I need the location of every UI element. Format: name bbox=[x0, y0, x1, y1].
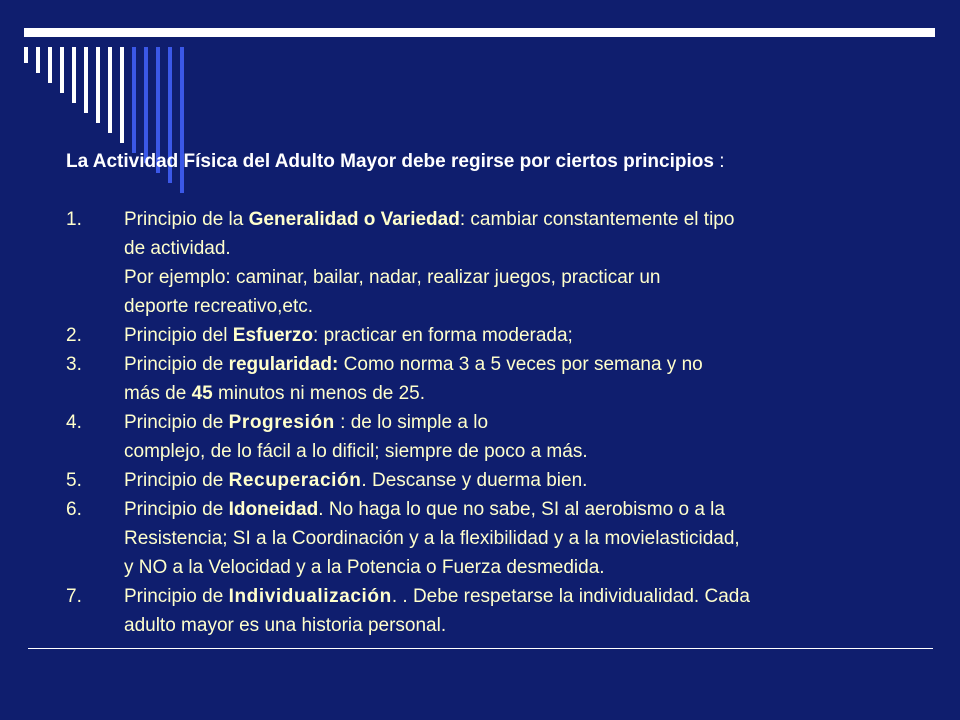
item-line: Por ejemplo: caminar, bailar, nadar, realizar juegos, practicar un bbox=[124, 267, 661, 288]
line-text: . . Debe respetarse la individualidad. Cada bbox=[391, 586, 750, 607]
line-text: . No haga lo que no sabe, SI al aerobismo o a la bbox=[318, 499, 725, 520]
item-line: y NO a la Velocidad y a la Potencia o Fuerza desmedida. bbox=[124, 557, 605, 578]
principle-item-2 bbox=[66, 321, 926, 350]
stripe bbox=[144, 47, 148, 163]
principle-term: Generalidad o Variedad bbox=[248, 209, 460, 230]
principle-term: Progresión bbox=[228, 412, 335, 433]
item-line bbox=[124, 321, 926, 350]
principle-item-1 bbox=[66, 205, 926, 321]
slide-body bbox=[66, 148, 926, 640]
item-line bbox=[124, 408, 926, 437]
stripe bbox=[120, 47, 124, 143]
item-number: 5. bbox=[66, 470, 82, 491]
item-line bbox=[124, 466, 926, 495]
item-number: 7. bbox=[66, 586, 82, 607]
stripe bbox=[108, 47, 112, 133]
item-line bbox=[124, 582, 926, 611]
principle-term: Esfuerzo bbox=[232, 325, 314, 346]
item-line bbox=[124, 350, 926, 379]
item-number: 6. bbox=[66, 499, 82, 520]
principle-term: Recuperación bbox=[228, 470, 362, 491]
item-number: 2. bbox=[66, 325, 82, 346]
line-text: Principio de bbox=[124, 499, 229, 520]
principle-term: regularidad: bbox=[228, 354, 339, 375]
principle-item-3 bbox=[66, 350, 926, 408]
stripe bbox=[24, 47, 28, 63]
item-line bbox=[124, 205, 926, 234]
line-text: Como norma 3 a 5 veces por semana y no bbox=[338, 354, 703, 375]
principle-item-6 bbox=[66, 495, 926, 582]
principle-item-4 bbox=[66, 408, 926, 466]
heading-text: La Actividad Física del Adulto Mayor debe regirse por ciertos principios bbox=[66, 151, 714, 172]
top-decorative-bar bbox=[24, 28, 935, 37]
line-text: más de bbox=[124, 383, 192, 404]
bottom-divider-line bbox=[28, 648, 933, 649]
item-line: de actividad. bbox=[124, 238, 231, 259]
item-line: complejo, de lo fácil a lo dificil; siempre de poco a más. bbox=[124, 441, 588, 462]
line-text: : de lo simple a lo bbox=[334, 412, 489, 433]
line-text: minutos ni menos de 25. bbox=[212, 383, 426, 404]
stripe bbox=[60, 47, 64, 93]
item-line: adulto mayor es una historia personal. bbox=[124, 615, 447, 636]
line-text: : cambiar constantemente el tipo bbox=[459, 209, 735, 230]
heading-separator: : bbox=[719, 151, 725, 172]
slide-heading bbox=[66, 148, 926, 176]
line-text: Principio de bbox=[124, 412, 229, 433]
stripe bbox=[132, 47, 136, 153]
item-line bbox=[124, 495, 926, 524]
item-line: deporte recreativo,etc. bbox=[124, 296, 314, 317]
principle-item-5 bbox=[66, 466, 926, 495]
stripe bbox=[84, 47, 88, 113]
stripe bbox=[36, 47, 40, 73]
stripe bbox=[48, 47, 52, 83]
line-text: Principio del bbox=[124, 325, 233, 346]
item-number: 3. bbox=[66, 354, 82, 375]
principle-term: Idoneidad bbox=[228, 499, 319, 520]
stripe bbox=[72, 47, 76, 103]
line-text: Principio de bbox=[124, 470, 229, 491]
item-line bbox=[124, 379, 926, 408]
line-text: Principio de bbox=[124, 586, 229, 607]
item-number: 4. bbox=[66, 412, 82, 433]
principle-item-7 bbox=[66, 582, 926, 640]
line-text: : practicar en forma moderada; bbox=[313, 325, 573, 346]
principle-term: Individualización bbox=[228, 586, 392, 607]
line-text: Principio de la bbox=[124, 209, 249, 230]
item-line: Resistencia; SI a la Coordinación y a la flexibilidad y a la movielasticidad, bbox=[124, 528, 740, 549]
line-text: . Descanse y duerma bien. bbox=[361, 470, 588, 491]
highlight-number: 45 bbox=[191, 383, 213, 404]
item-number: 1. bbox=[66, 209, 82, 230]
stripe bbox=[96, 47, 100, 123]
line-text: Principio de bbox=[124, 354, 229, 375]
